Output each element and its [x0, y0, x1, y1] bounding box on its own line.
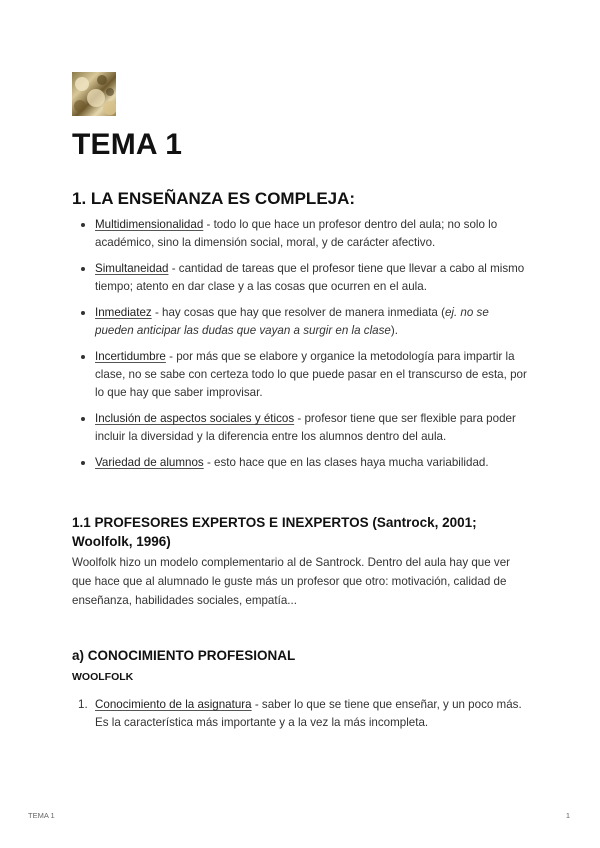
list-item-text: - todo lo que hace un profesor dentro del aula; no solo lo académico, sino la dimensión social, moral, y de carácter afectivo.: [95, 218, 498, 249]
footer-page-number: 1: [565, 811, 570, 820]
body-paragraph: Woolfolk hizo un modelo complementario al de Santrock. Dentro del aula hay que ver que hace que al alumnado le guste más un profesor que otro: motivación, calidad de enseñanza, habilidades sociales, empatía...: [72, 556, 511, 607]
list-item: [72, 410, 528, 446]
list-item-tail: ).: [390, 324, 398, 337]
list-item-term: Inclusión de aspectos sociales y éticos: [95, 412, 295, 425]
footer-doc-title: TEMA 1: [28, 811, 55, 820]
subsection-heading: 1.1 PROFESORES EXPERTOS E INEXPERTOS (Santrock, 2001; Woolfolk, 1996): [72, 515, 477, 549]
list-item-term: Conocimiento de la asignatura: [95, 698, 252, 711]
list-item-text: - saber lo que se tiene que enseñar, y un poco más. Es la característica más importante y a la vez la más incompleta.: [95, 698, 522, 729]
knowledge-list: [72, 696, 528, 732]
list-item-term: Simultaneidad: [95, 262, 169, 275]
subsection-heading-a: a) CONOCIMIENTO PROFESIONAL: [72, 648, 296, 663]
pattern-graphic: [72, 72, 116, 116]
section-heading: 1. LA ENSEÑANZA ES COMPLEJA:: [72, 189, 356, 208]
list-item-text: - cantidad de tareas que el profesor tiene que llevar a cabo al mismo tiempo; atento en dar clase y a las cosas que ocurren en el aula.: [95, 262, 525, 293]
decorative-pattern-icon: [72, 72, 116, 116]
list-item-text: - esto hace que en las clases haya mucha variabilidad.: [203, 456, 489, 469]
list-item-term: Inmediatez: [95, 306, 152, 319]
list-item: [72, 304, 528, 340]
complexity-list: [72, 216, 528, 480]
list-item: [72, 454, 528, 472]
list-item: [72, 216, 528, 252]
page-title: TEMA 1: [72, 128, 183, 161]
list-item: [72, 348, 528, 402]
author-label: WOOLFOLK: [72, 671, 134, 683]
list-item-text: - profesor tiene que ser flexible para poder incluir la diversidad y la diferencia entre los alumnos dentro del aula.: [95, 412, 516, 443]
list-item-number: 1.: [78, 698, 88, 711]
list-item: [72, 260, 528, 296]
list-item-term: Variedad de alumnos: [95, 456, 204, 469]
list-item-text: - hay cosas que hay que resolver de manera inmediata (: [151, 306, 445, 319]
list-item-example: ej. no se pueden anticipar las dudas que vayan a surgir en la clase: [95, 306, 489, 337]
list-item-term: Incertidumbre: [95, 350, 166, 363]
list-item-text: - por más que se elabore y organice la metodología para impartir la clase, no se sabe con certeza todo lo que puede pasar en el transcurso de esta, por lo que hay que saber improvisar.: [95, 350, 527, 399]
list-item-term: Multidimensionalidad: [95, 218, 204, 231]
list-item: [72, 696, 528, 732]
